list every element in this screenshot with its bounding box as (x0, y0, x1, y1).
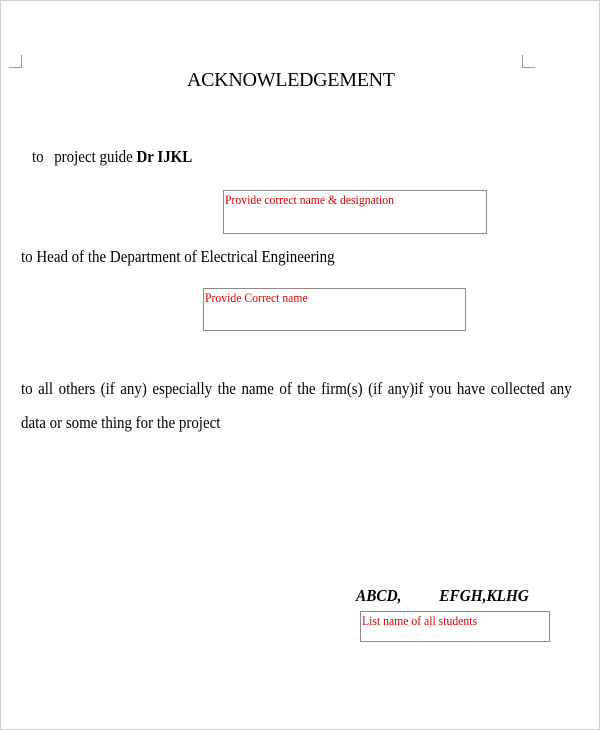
others-line-1: to all others (if any) especially the name of the firm(s) (if any)if you have collected any (21, 379, 572, 398)
margin-corner-mark-right (522, 55, 535, 68)
students-note-box[interactable] (360, 611, 550, 642)
student-name-first: ABCD, (356, 586, 402, 605)
guide-name: Dr IJKL (136, 147, 193, 166)
margin-corner-mark-left (9, 55, 22, 68)
student-names (356, 586, 529, 606)
guide-line (32, 147, 192, 167)
student-name-second: EFGH,KLHG (439, 586, 529, 605)
students-note-text: List name of all students (362, 613, 478, 628)
others-line-2: data or some thing for the project (21, 413, 221, 432)
guide-note-text: Provide correct name & designation (225, 192, 394, 207)
hod-line: to Head of the Department of Electrical Engineering (21, 247, 335, 266)
guide-label: project guide (54, 147, 133, 166)
guide-prefix: to (32, 147, 44, 166)
hod-note-box[interactable] (203, 288, 466, 331)
guide-note-box[interactable] (223, 190, 487, 234)
hod-note-text: Provide Correct name (205, 290, 308, 305)
document-title: ACKNOWLEDGEMENT (187, 69, 395, 91)
